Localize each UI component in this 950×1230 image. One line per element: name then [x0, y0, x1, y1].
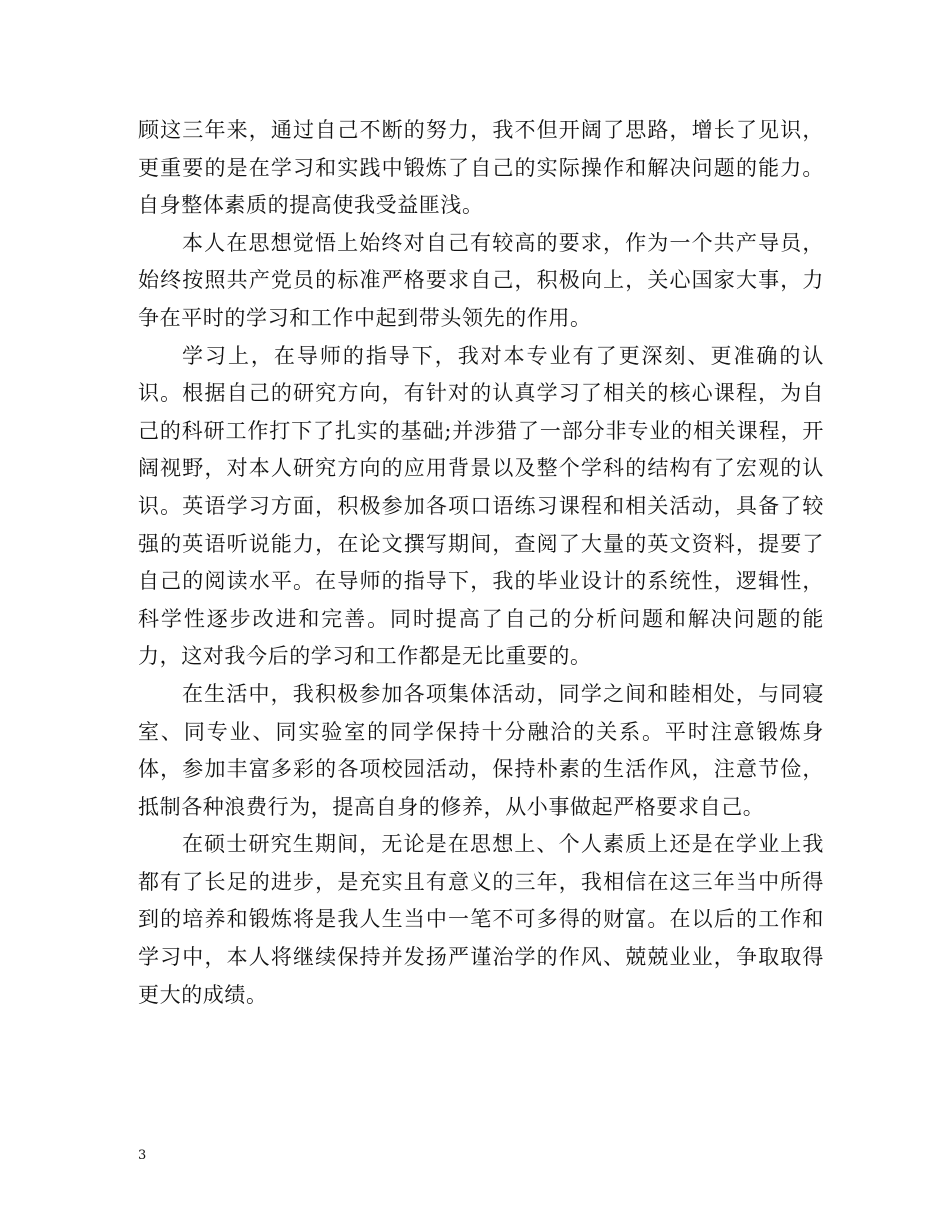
paragraph-ideology: 本人在思想觉悟上始终对自己有较高的要求，作为一个共产导员，始终按照共产党员的标准严格要求自己，积极向上，关心国家大事，力争在平时的学习和工作中起到带头领先的作用。 [138, 230, 824, 330]
paragraph-continued: 顾这三年来，通过自己不断的努力，我不但开阔了思路，增长了见识，更重要的是在学习和实践中锻炼了自己的实际操作和解决问题的能力。自身整体素质的提高使我受益匪浅。 [138, 118, 824, 218]
page-number: 3 [138, 1148, 147, 1163]
document-body [138, 112, 824, 1014]
paragraph-study: 学习上，在导师的指导下，我对本专业有了更深刻、更准确的认识。根据自己的研究方向，有针对的认真学习了相关的核心课程，为自己的科研工作打下了扎实的基础;并涉猎了一部分非专业的相关课程，开阔视野，对本人研究方向的应用背景以及整个学科的结构有了宏观的认识。英语学习方面，积极参加各项口语练习课程和相关活动，具备了较强的英语听说能力，在论文撰写期间，查阅了大量的英文资料，提要了自己的阅读水平。在导师的指导下，我的毕业设计的系统性，逻辑性，科学性逐步改进和完善。同时提高了自己的分析问题和解决问题的能力，这对我今后的学习和工作都是无比重要的。 [138, 343, 824, 669]
paragraph-life: 在生活中，我积极参加各项集体活动，同学之间和睦相处，与同寝室、同专业、同实验室的同学保持十分融洽的关系。平时注意锻炼身体，参加丰富多彩的各项校园活动，保持朴素的生活作风，注意节俭，抵制各种浪费行为，提高自身的修养，从小事做起严格要求自己。 [138, 681, 824, 819]
paragraph-summary: 在硕士研究生期间，无论是在思想上、个人素质上还是在学业上我都有了长足的进步，是充实且有意义的三年，我相信在这三年当中所得到的培养和锻炼将是我人生当中一笔不可多得的财富。在以后的工作和学习中，本人将继续保持并发扬严谨治学的作风、兢兢业业，争取取得更大的成绩。 [138, 832, 824, 1007]
